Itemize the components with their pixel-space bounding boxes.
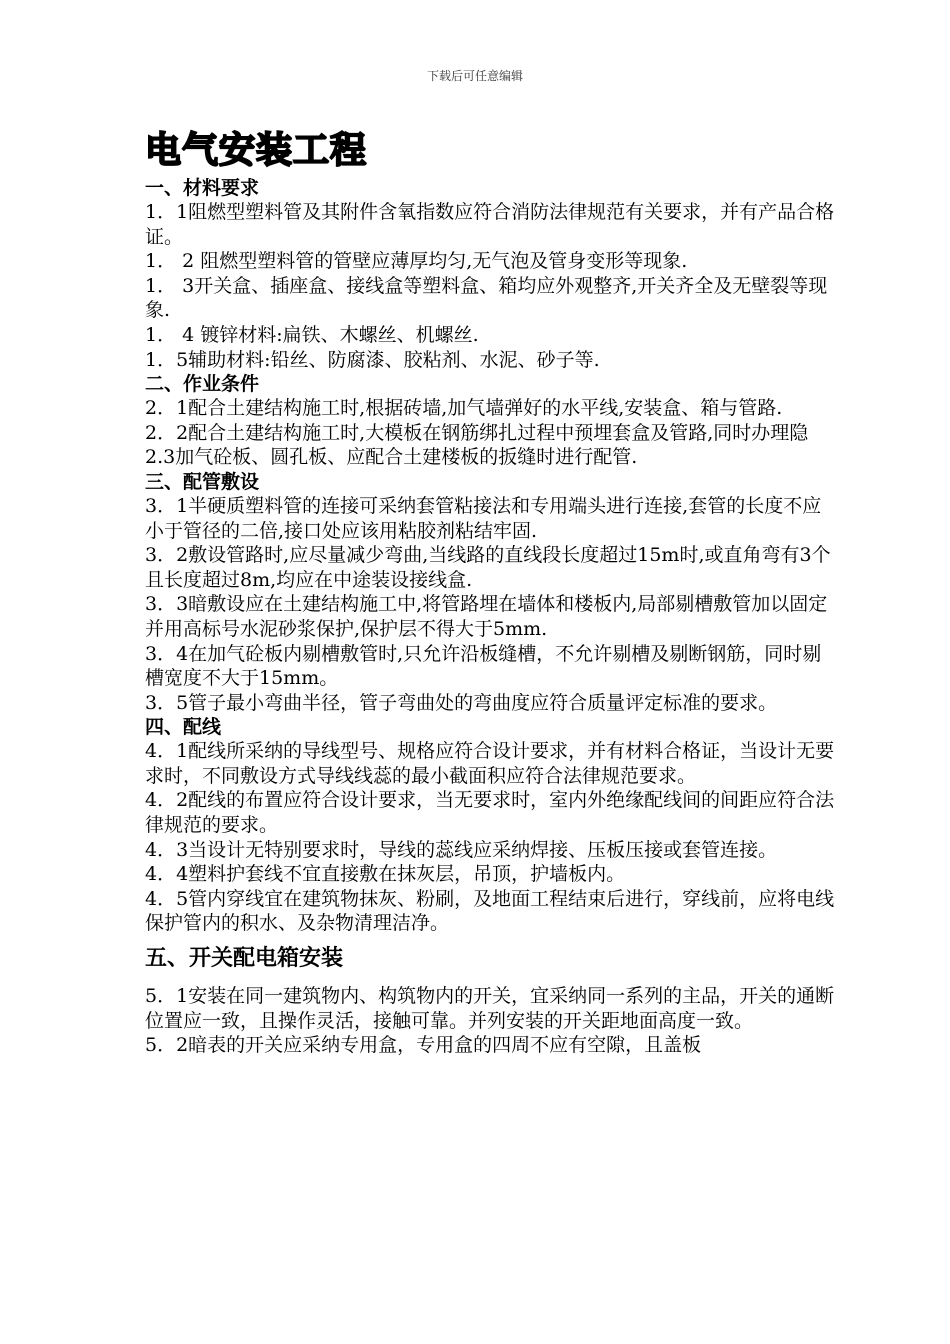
paragraph: 3．2敷设管路时,应尽量减少弯曲,当线路的直线段长度超过15m时,或直角弯有3个且长度超过8m,均应在中途装设接线盒.: [145, 544, 831, 591]
paragraph: 1．1阻燃型塑料管及其附件含氧指数应符合消防法律规范有关要求，并有产品合格证。: [145, 201, 835, 248]
paragraph: 4．5管内穿线宜在建筑物抹灰、粉刷，及地面工程结束后进行，穿线前，应将电线保护管内的积水、及杂物清理洁净。: [145, 887, 835, 935]
section-work-conditions: [145, 372, 835, 470]
paragraph: 3．4在加气砼板内剔槽敷管时,只允许沿板缝槽，不允许剔槽及剔断钢筋，同时剔槽宽度不大于15mm。: [145, 642, 822, 690]
paragraph: 4．4塑料护套线不宜直接敷在抹灰层，吊顶，护墙板内。: [145, 863, 626, 886]
document-title: 电气安装工程: [145, 130, 368, 171]
paragraph: 2．1配合土建结构施工时,根据砖墙,加气墙弹好的水平线,安装盒、箱与管路.: [145, 397, 783, 420]
section-heading: 一、材料要求: [145, 177, 260, 199]
document-body: [145, 128, 835, 1058]
paragraph: 1． 2 阻燃型塑料管的管壁应薄厚均匀,无气泡及管身变形等现象.: [145, 250, 688, 273]
paragraph: 3．3暗敷设应在土建结构施工中,将管路埋在墙体和楼板内,局部剔槽敷管加以固定并用高标号水泥砂浆保护,保护层不得大于5mm.: [145, 593, 828, 640]
paragraph: 2．2配合土建结构施工时,大模板在钢筋绑扎过程中预埋套盒及管路,同时办理隐: [145, 421, 809, 444]
section-conduit-laying: [145, 470, 835, 715]
section-heading: 五、开关配电箱安装: [145, 946, 344, 972]
paragraph: 5．2暗表的开关应采纳专用盒，专用盒的四周不应有空隙，且盖板: [145, 1034, 702, 1057]
paragraph: 4．2配线的布置应符合设计要求，当无要求时，室内外绝缘配线间的间距应符合法律规范的要求。: [145, 789, 835, 837]
section-switch-box-install: [145, 944, 835, 1058]
paragraph: 3．5管子最小弯曲半径，管子弯曲处的弯曲度应符合质量评定标准的要求。: [145, 691, 778, 714]
paragraph: 5．1安装在同一建筑物内、构筑物内的开关，宜采纳同一系列的主品，开关的通断位置应一致，且操作灵活，接触可靠。并列安装的开关距地面高度一致。: [145, 985, 835, 1032]
paragraph: 1． 3开关盒、插座盒、接线盒等塑料盒、箱均应外观整齐,开关齐全及无壁裂等现象.: [145, 274, 828, 322]
paragraph: 4．1配线所采纳的导线型号、规格应符合设计要求，并有材料合格证，当设计无要求时，不同敷设方式导线线蕊的最小截面积应符合法律规范要求。: [145, 740, 835, 787]
paragraph: 3．1半硬质塑料管的连接可采纳套管粘接法和专用端头进行连接,套管的长度不应小于管径的二倍,接口处应该用粘胶剂粘结牢固.: [145, 494, 822, 542]
section-wiring: [145, 715, 835, 936]
paragraph: 1．5辅助材料:铅丝、防腐漆、胶粘剂、水泥、砂子等.: [145, 348, 600, 371]
page-header-note: 下载后可任意编辑: [426, 69, 523, 83]
section-heading: 二、作业条件: [145, 373, 260, 396]
section-materials: [145, 176, 835, 372]
paragraph: 2.3加气砼板、圆孔板、应配合土建楼板的扳缝时进行配管.: [145, 446, 638, 469]
paragraph: 4．3当设计无特别要求时，导线的蕊线应采纳焊接、压板压接或套管连接。: [145, 838, 778, 861]
paragraph: 1． 4 镀锌材料:扁铁、木螺丝、机螺丝.: [145, 323, 479, 346]
section-heading: 三、配管敷设: [145, 470, 260, 493]
section-heading: 四、配线: [145, 716, 222, 739]
